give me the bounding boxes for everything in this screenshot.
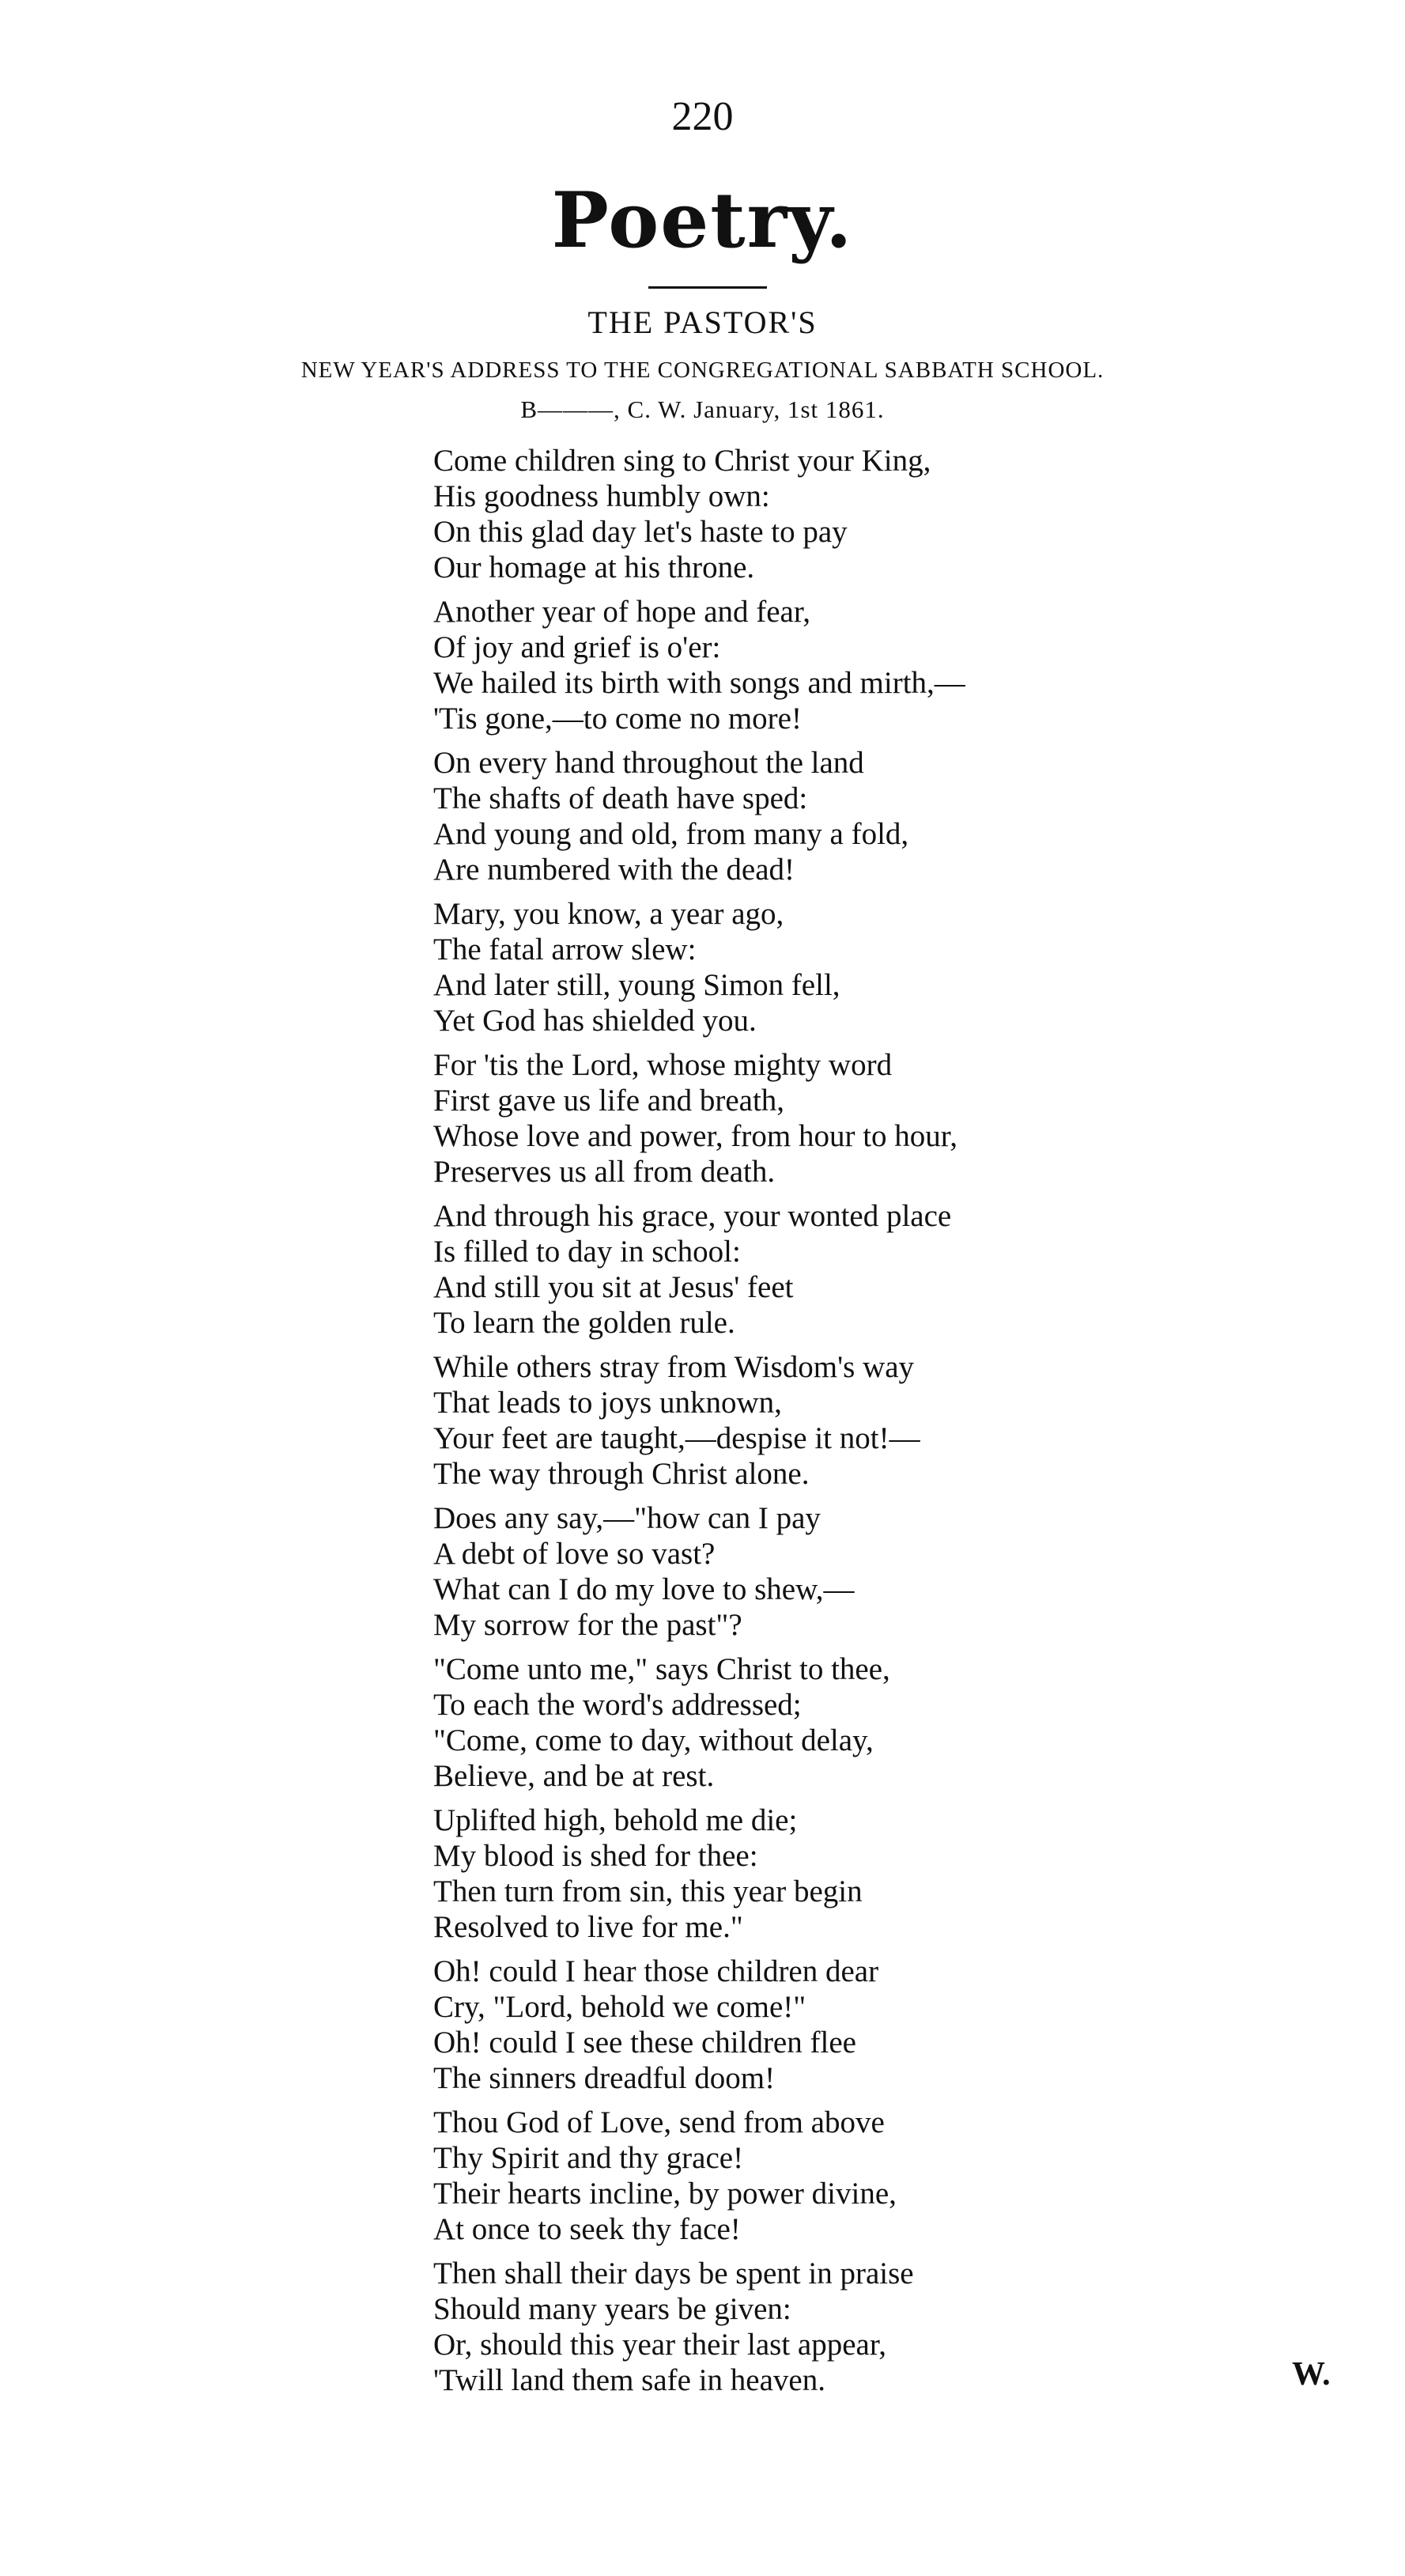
poem-line: Of joy and grief is o'er: <box>433 630 721 664</box>
poem-line: The shafts of death have sped: <box>433 781 808 815</box>
poem-line: We hailed its birth with songs and mirth,— <box>433 666 965 700</box>
poem-line: At once to seek thy face! <box>433 2212 741 2246</box>
poem-line: First gave us life and breath, <box>433 1084 785 1118</box>
poem-line: Thy Spirit and thy grace! <box>433 2141 744 2175</box>
stanza <box>433 1954 1256 2096</box>
page-number: 220 <box>671 94 734 139</box>
poem-line: And through his grace, your wonted place <box>433 1199 952 1233</box>
section-title: Poetry. <box>551 176 854 265</box>
poem-line: To learn the golden rule. <box>433 1306 735 1340</box>
poem-line: Your feet are taught,—despise it not!— <box>433 1421 920 1455</box>
poem-line: My blood is shed for thee: <box>433 1839 758 1873</box>
title-rule <box>648 286 767 289</box>
poem-line: A debt of love so vast? <box>433 1537 716 1571</box>
stanza <box>433 594 1256 736</box>
poem-line: Our homage at his throne. <box>433 550 755 584</box>
stanza <box>433 896 1256 1038</box>
poem-line: 'Tis gone,—to come no more! <box>433 702 802 736</box>
poem-line: Thou God of Love, send from above <box>433 2105 885 2139</box>
poem-line: Is filled to day in school: <box>433 1235 741 1269</box>
stanza <box>433 1802 1256 1945</box>
poem-line: Another year of hope and fear, <box>433 595 811 629</box>
poem-line: Does any say,—"how can I pay <box>433 1501 821 1535</box>
poem-line: To each the word's addressed; <box>433 1688 802 1722</box>
poem-line: Their hearts incline, by power divine, <box>433 2177 897 2211</box>
stanza <box>433 1198 1256 1341</box>
poem-line: Should many years be given: <box>433 2292 791 2326</box>
poem-signature: W. <box>1292 2356 1331 2393</box>
stanza <box>433 2105 1256 2247</box>
stanza <box>433 2256 1256 2398</box>
poem-line: The fatal arrow slew: <box>433 932 697 966</box>
stanza <box>433 443 1256 585</box>
poem-line: And young and old, from many a fold, <box>433 817 909 851</box>
stanza <box>433 1349 1256 1492</box>
poem-line: 'Twill land them safe in heaven. <box>433 2363 825 2397</box>
poem-line: Yet God has shielded you. <box>433 1004 757 1038</box>
poem-line: Oh! could I hear those children dear <box>433 1954 879 1988</box>
poem-subtitle: NEW YEAR'S ADDRESS TO THE CONGREGATIONAL SABBATH SCHOOL. <box>300 357 1105 383</box>
poem-dateline: B———, C. W. January, 1st 1861. <box>520 395 885 423</box>
poem-line: Cry, "Lord, behold we come!" <box>433 1990 806 2024</box>
poem-line: On every hand throughout the land <box>433 746 864 780</box>
poem-line: For 'tis the Lord, whose mighty word <box>433 1048 893 1082</box>
poem-line: "Come, come to day, without delay, <box>433 1723 874 1757</box>
stanza <box>433 1651 1256 1794</box>
poem-line: On this glad day let's haste to pay <box>433 515 848 549</box>
poem-line: Whose love and power, from hour to hour, <box>433 1119 957 1153</box>
poem-line: Or, should this year their last appear, <box>433 2328 887 2362</box>
poem-line: "Come unto me," says Christ to thee, <box>433 1652 890 1686</box>
poem-line: Come children sing to Christ your King, <box>433 444 931 478</box>
poem-line: Preserves us all from death. <box>433 1155 776 1189</box>
poem-line: Oh! could I see these children flee <box>433 2026 856 2060</box>
poem-line: Resolved to live for me." <box>433 1910 743 1944</box>
poem-line: The way through Christ alone. <box>433 1457 810 1491</box>
poem-line: My sorrow for the past"? <box>433 1608 742 1642</box>
poem-line: While others stray from Wisdom's way <box>433 1350 915 1384</box>
poem-line: Then shall their days be spent in praise <box>433 2256 914 2290</box>
poem-line: What can I do my love to shew,— <box>433 1572 855 1606</box>
poem-line: Uplifted high, behold me die; <box>433 1803 798 1837</box>
poem-line: Are numbered with the dead! <box>433 853 795 887</box>
poem-line: That leads to joys unknown, <box>433 1386 782 1420</box>
poem-line: Believe, and be at rest. <box>433 1759 715 1793</box>
poem-line: And later still, young Simon fell, <box>433 968 840 1002</box>
poem-title: THE PASTOR'S <box>587 305 818 340</box>
stanza <box>433 745 1256 887</box>
poem-line: Then turn from sin, this year begin <box>433 1874 863 1908</box>
poem-line: And still you sit at Jesus' feet <box>433 1270 794 1304</box>
stanza <box>433 1047 1256 1190</box>
stanza <box>433 1500 1256 1643</box>
poem-line: The sinners dreadful doom! <box>433 2061 776 2095</box>
poem-body <box>433 443 1256 2407</box>
poem-line: His goodness humbly own: <box>433 479 770 513</box>
poem-line: Mary, you know, a year ago, <box>433 897 784 931</box>
